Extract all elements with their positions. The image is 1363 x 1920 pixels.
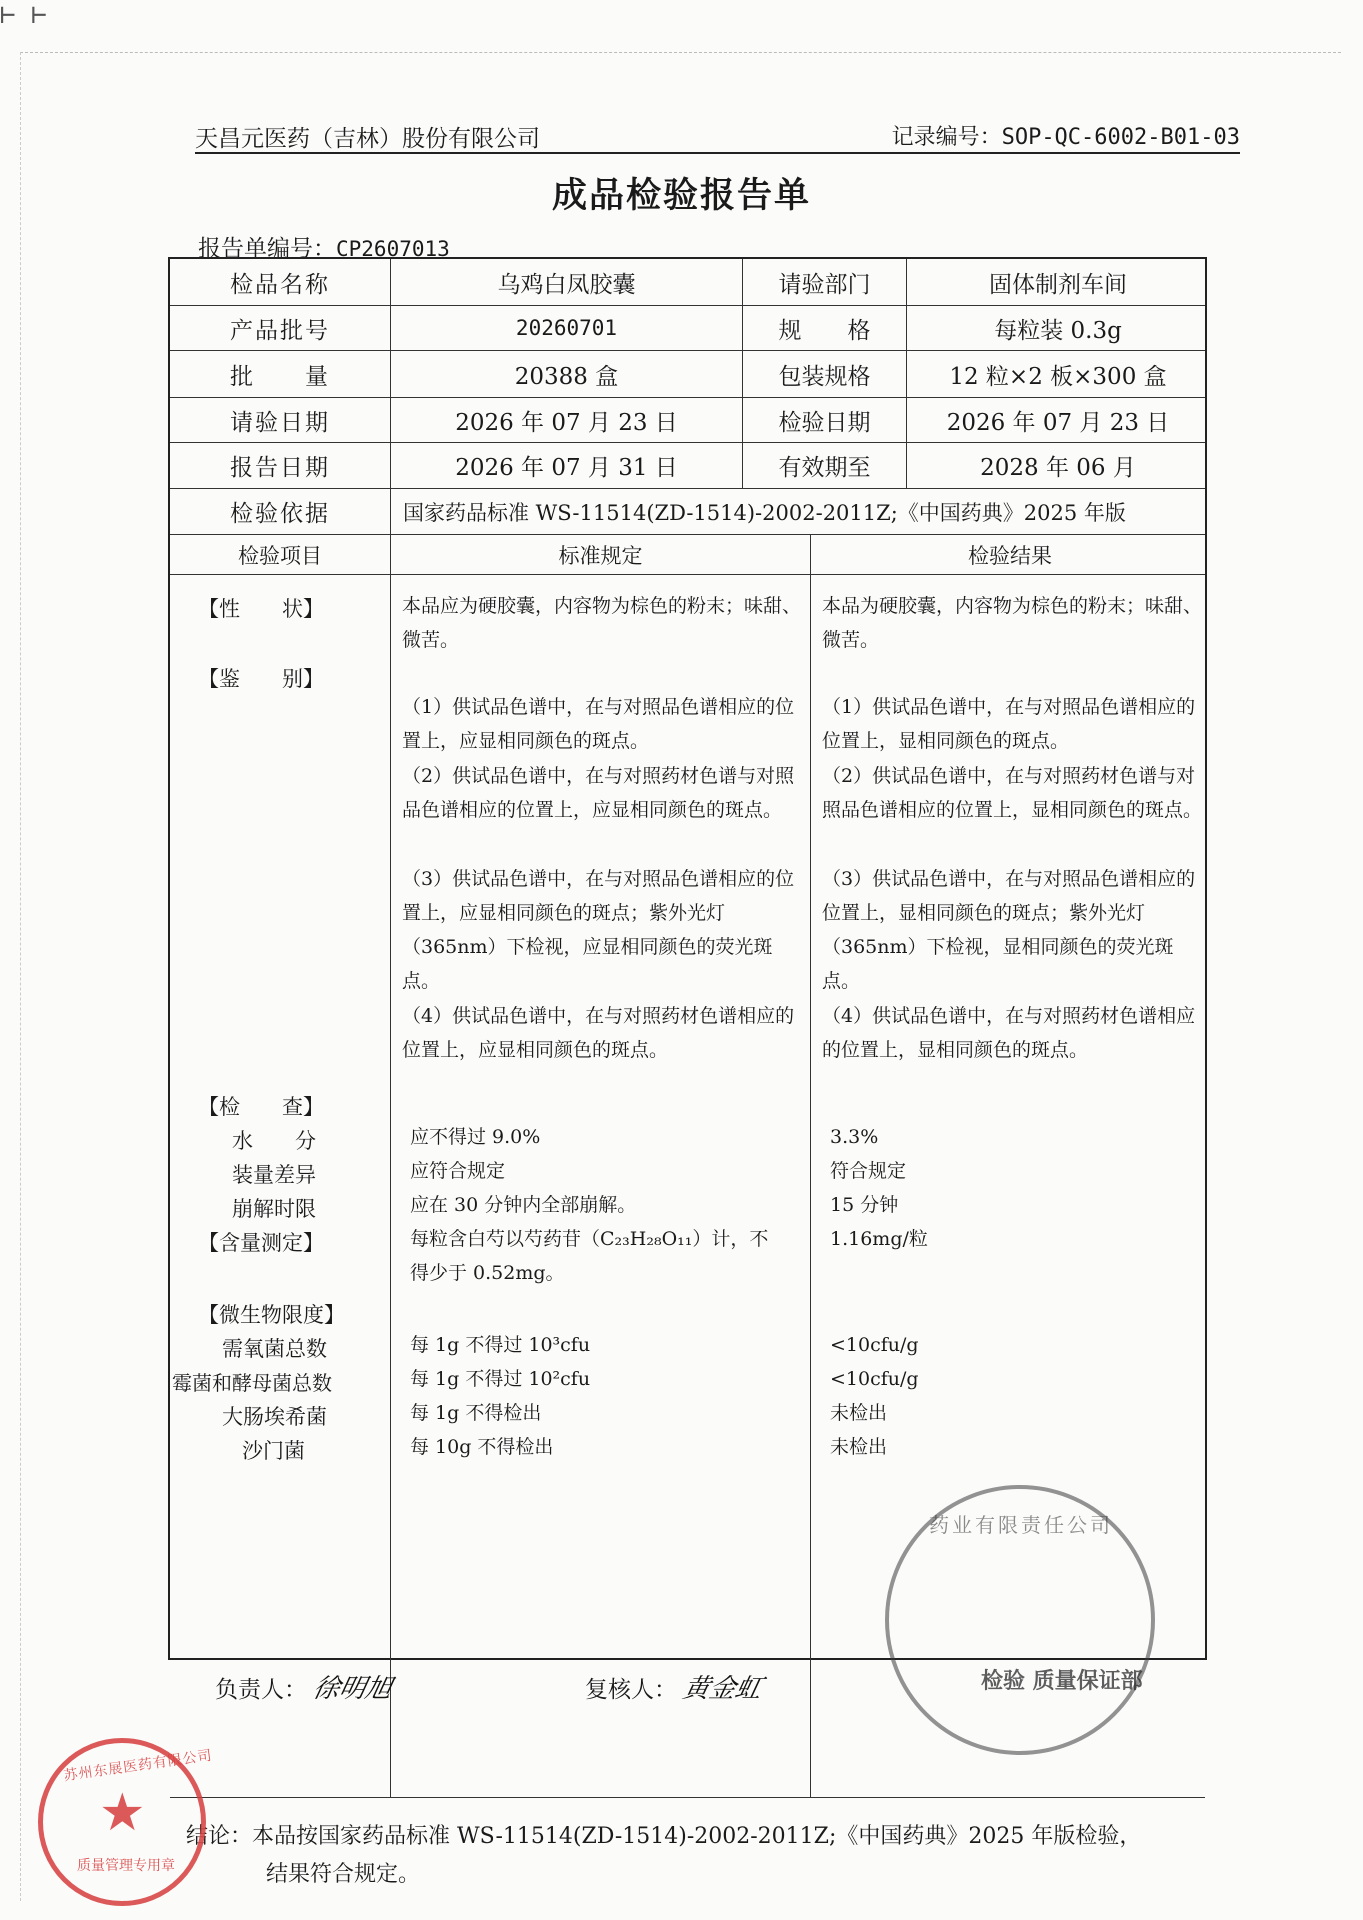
report-date-label: 报告日期 [230, 455, 330, 481]
check-standard-moisture: 应不得过 9.0% [410, 1126, 541, 1148]
row-column-headers [170, 535, 1205, 575]
batch-no-value: 20260701 [390, 306, 742, 350]
row-request-date [170, 398, 1205, 443]
identification-result-1: （1）供试品色谱中，在与对照品色谱相应的位置上，显相同颜色的斑点。 [822, 696, 1196, 752]
identification-standard-1: （1）供试品色谱中，在与对照品色谱相应的位置上，应显相同颜色的斑点。 [402, 696, 795, 752]
star-icon: ★ [99, 1783, 146, 1843]
request-date-value: 2026 年 07 月 23 日 [390, 398, 742, 442]
package-value: 12 粒×2 板×300 盒 [906, 351, 1209, 397]
section-microbial: 【微生物限度】 [198, 1303, 345, 1327]
request-date-label: 请验日期 [230, 409, 330, 436]
qa-seal-inner-text: 检验 质量保证部 [981, 1668, 1143, 1694]
identification-result-3: （3）供试品色谱中，在与对照品色谱相应的位置上，显相同颜色的斑点；紫外光灯（365nm）下检视，显相同颜色的荧光斑点。 [822, 868, 1196, 992]
identification-result-4: （4）供试品色谱中，在与对照药材色谱相应的位置上，显相同颜色的斑点。 [822, 1005, 1196, 1061]
reviewer-signature [585, 1668, 765, 1705]
identification-standard-3: （3）供试品色谱中，在与对照品色谱相应的位置上，应显相同颜色的斑点；紫外光灯（365nm）下检视，应显相同颜色的荧光斑点。 [402, 868, 795, 992]
identification-standard-4: （4）供试品色谱中，在与对照药材色谱相应的位置上，应显相同颜色的斑点。 [402, 1005, 795, 1061]
check-result-moisture: 3.3% [830, 1126, 879, 1148]
row-report-date [170, 443, 1205, 489]
batch-qty-label: 批 量 [230, 363, 330, 390]
microbial-result-ecoli: 未检出 [830, 1402, 888, 1424]
col-header-standard: 标准规定 [390, 535, 810, 574]
check-result-fill-weight: 符合规定 [830, 1160, 907, 1182]
assay-result: 1.16mg/粒 [830, 1228, 928, 1250]
inspect-date-label: 检验日期 [742, 398, 906, 442]
microbial-standard-salmonella: 每 10g 不得检出 [410, 1436, 554, 1458]
section-inspection: 【检 查】 [198, 1095, 324, 1119]
microbial-result-aerobic: <10cfu/g [830, 1334, 919, 1356]
inspect-date-value: 2026 年 07 月 23 日 [906, 398, 1209, 442]
section-identification: 【鉴 别】 [198, 667, 324, 691]
microbial-item-aerobic: 需氧菌总数 [222, 1337, 327, 1361]
qa-seal-stamp [885, 1485, 1155, 1755]
red-seal-bottom-text: 质量管理专用章 [77, 1858, 175, 1874]
check-item-moisture: 水 分 [232, 1129, 316, 1153]
appearance-result: 本品为硬胶囊，内容物为棕色的粉末；味甜、微苦。 [822, 595, 1203, 651]
report-date-value: 2026 年 07 月 31 日 [390, 443, 742, 488]
column-divider [390, 575, 391, 1797]
spec-label: 规 格 [742, 306, 906, 350]
row-batch-no [170, 306, 1205, 351]
conclusion [170, 1797, 1205, 1920]
record-number: 记录编号：SOP-QC-6002-B01-03 [891, 125, 1240, 150]
microbial-item-salmonella: 沙门菌 [242, 1439, 305, 1463]
expiry-value: 2028 年 06 月 [906, 443, 1209, 488]
basis-value: 国家药品标准 WS-11514(ZD-1514)-2002-2011Z;《中国药典》2025 年版 [390, 489, 1209, 534]
basis-label: 检验依据 [230, 501, 330, 527]
batch-no-label: 产品批号 [230, 317, 330, 344]
appearance-standard: 本品应为硬胶囊，内容物为棕色的粉末；味甜、微苦。 [402, 595, 802, 651]
col-header-result: 检验结果 [810, 535, 1209, 574]
row-basis [170, 489, 1205, 535]
col-header-item: 检验项目 [238, 543, 322, 568]
assay-standard-line1: 每粒含白芍以芍药苷（C₂₃H₂₈O₁₁）计，不 [410, 1228, 769, 1250]
check-standard-fill-weight: 应符合规定 [410, 1160, 506, 1182]
conclusion-line2: 结果符合规定。 [266, 1862, 421, 1887]
row-product-name [170, 259, 1205, 306]
red-seal-ring-text: 苏州东展医药有限公司 [62, 1747, 214, 1785]
assay-standard-line2: 得少于 0.52mg。 [410, 1262, 565, 1284]
row-batch-qty [170, 351, 1205, 398]
section-appearance: 【性 状】 [198, 597, 324, 621]
microbial-standard-mold-yeast: 每 1g 不得过 10²cfu [410, 1368, 591, 1390]
dept-value: 固体制剂车间 [906, 259, 1209, 305]
dept-label: 请验部门 [742, 259, 906, 305]
conclusion-line1: 结论：本品按国家药品标准 WS-11514(ZD-1514)-2002-2011Z;《中国药典》2025 年版检验， [186, 1824, 1142, 1849]
product-name-value: 乌鸡白凤胶囊 [390, 259, 742, 305]
expiry-label: 有效期至 [742, 443, 906, 488]
responsible-signature [215, 1668, 395, 1705]
spec-value: 每粒装 0.3g [906, 306, 1209, 350]
responsible-label: 负责人： [215, 1677, 307, 1703]
microbial-standard-ecoli: 每 1g 不得检出 [410, 1402, 542, 1424]
reviewer-handwriting: 黄金虹 [680, 1674, 765, 1704]
microbial-item-ecoli: 大肠埃希菌 [222, 1405, 327, 1429]
microbial-result-salmonella: 未检出 [830, 1436, 888, 1458]
report-number-value: CP2607013 [336, 237, 450, 261]
section-assay: 【含量测定】 [198, 1231, 324, 1255]
document-header [195, 120, 1240, 154]
package-label: 包装规格 [742, 351, 906, 397]
scan-corner-mark: ⊢ ⊢ [0, 0, 47, 30]
report-number-label: 报告单编号： [198, 236, 336, 262]
red-company-seal [38, 1738, 214, 1906]
microbial-standard-aerobic: 每 1g 不得过 10³cfu [410, 1334, 591, 1356]
identification-standard-2: （2）供试品色谱中，在与对照药材色谱与对照品色谱相应的位置上，应显相同颜色的斑点。 [402, 765, 795, 821]
reviewer-label: 复核人： [585, 1677, 677, 1703]
column-divider [810, 575, 811, 1797]
check-standard-disintegration: 应在 30 分钟内全部崩解。 [410, 1194, 637, 1216]
batch-qty-value: 20388 盒 [390, 351, 742, 397]
identification-result-2: （2）供试品色谱中，在与对照药材色谱与对照品色谱相应的位置上，显相同颜色的斑点。 [822, 765, 1203, 821]
check-result-disintegration: 15 分钟 [830, 1194, 899, 1216]
microbial-item-mold-yeast: 霉菌和酵母菌总数 [172, 1371, 332, 1395]
qa-seal-arc-text: 药业有限责任公司 [929, 1513, 1113, 1537]
check-item-disintegration: 崩解时限 [232, 1197, 316, 1221]
microbial-result-mold-yeast: <10cfu/g [830, 1368, 919, 1390]
responsible-handwriting: 徐明旭 [310, 1674, 395, 1704]
product-name-label: 检品名称 [230, 271, 330, 298]
document-title: 成品检验报告单 [551, 175, 811, 216]
company-name: 天昌元医药（吉林）股份有限公司 [195, 126, 540, 152]
check-item-fill-weight: 装量差异 [232, 1163, 316, 1187]
